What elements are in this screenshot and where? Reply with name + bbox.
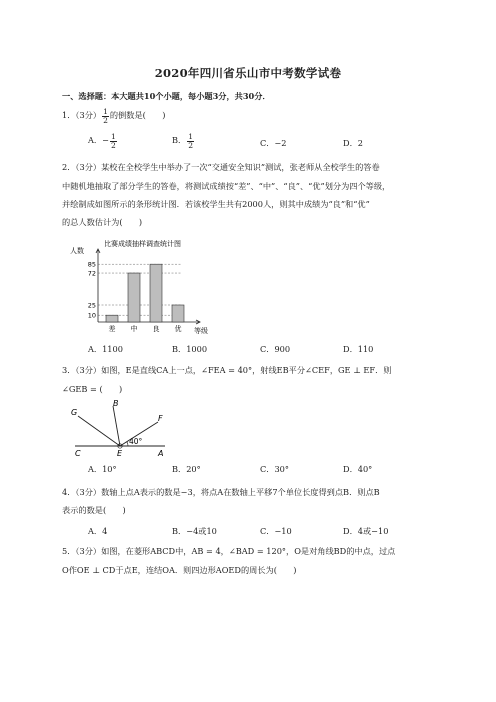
q1-prefix: 1．（3分）: [62, 110, 102, 121]
bar: [106, 315, 118, 322]
q3-line-1: 3．（3分）如图，E是直线CA上一点，∠FEA = 40°，射线EB平分∠CEF，GE ⊥ EF．则: [62, 365, 392, 375]
q3-line-2: ∠GEB = ( ): [62, 384, 123, 394]
page-title: 2020年四川省乐山市中考数学试卷: [154, 66, 342, 80]
x-tick-label: 差: [108, 325, 116, 333]
q4-option-d: D．4或−10: [343, 526, 389, 536]
q1-option-d: D．2: [343, 138, 363, 148]
label-f: F: [158, 414, 163, 423]
q1-opt-b-num: 1: [188, 132, 194, 141]
q2-line-4: 的总人数估计为( ): [62, 217, 143, 227]
x-tick-label: 中: [130, 325, 138, 333]
label-a: A: [158, 449, 164, 458]
y-tick-label: 85: [87, 260, 96, 269]
q4-option-c: C．−10: [260, 526, 292, 536]
chart-title: 比赛成绩抽样调查统计图: [104, 240, 181, 248]
q4-line-1: 4．（3分）数轴上点A表示的数是−3，将点A在数轴上平移7个单位长度得到点B．则点B: [62, 487, 380, 497]
x-tick-label: 优: [174, 325, 182, 333]
q1-option-c: C．−2: [260, 138, 287, 148]
label-b: B: [113, 399, 119, 408]
ray-eg: [78, 416, 120, 446]
q5-line-1: 5．（3分）如图，在菱形ABCD中，AB = 4，∠BAD = 120°，O是对角线BD的中点，过点: [62, 546, 396, 556]
q1-opt-a-sign: −: [102, 135, 109, 146]
chart-xlabel: 等级: [194, 327, 208, 335]
y-tick-label: 25: [87, 301, 96, 310]
question-1: [62, 108, 165, 124]
q1-opt-a-num: 1: [110, 132, 116, 141]
q1-opt-b-label: B．: [172, 135, 187, 146]
ray-eb: [113, 406, 120, 446]
q3-option-b: B．20°: [172, 464, 201, 474]
q3-option-c: C．30°: [260, 464, 289, 474]
section-heading: 一、选择题：本大题共10个小题，每小题3分，共30分．: [62, 91, 271, 101]
q4-option-a: A．4: [88, 526, 108, 536]
angle-label: 40°: [129, 437, 143, 446]
bar-chart: [70, 238, 230, 338]
q4-option-b: B．−4或10: [172, 526, 217, 536]
bar: [172, 305, 184, 322]
q1-frac-den: 2: [103, 115, 108, 125]
q2-option-b: B．1000: [172, 344, 208, 354]
q2-option-c: C．900: [260, 344, 291, 354]
q3-option-d: D．40°: [343, 464, 373, 474]
q1-opt-a-den: 2: [110, 140, 116, 150]
y-tick-label: 10: [87, 311, 96, 320]
q2-line-3: 并绘制成如图所示的条形统计图．若该校学生共有2000人，则其中成绩为“良”和“优”: [62, 199, 370, 209]
q1-opt-b-den: 2: [188, 140, 194, 150]
x-tick-label: 良: [152, 325, 160, 333]
label-e: E: [117, 449, 123, 458]
q5-line-2: O作OE ⊥ CD于点E，连结OA．则四边形AOED的周长为( ): [62, 565, 297, 575]
q1-frac-num: 1: [103, 107, 108, 116]
angle-figure: [70, 398, 180, 458]
label-c: C: [75, 449, 81, 458]
q2-option-a: A．1100: [88, 344, 123, 354]
label-g: G: [71, 408, 78, 417]
angle-arc: [127, 442, 128, 446]
chart-ylabel: 人数: [70, 247, 84, 255]
bar: [150, 264, 162, 322]
q1-suffix: 的倒数是( ): [109, 110, 166, 121]
q3-option-a: A．10°: [88, 464, 117, 474]
q1-option-a: [88, 133, 118, 149]
bar: [128, 273, 140, 322]
q4-line-2: 表示的数是( ): [62, 505, 126, 515]
q1-opt-a-label: A．: [88, 135, 103, 146]
q2-line-2: 中随机地抽取了部分学生的答卷，将测试成绩按“差”、“中”、“良”、“优”划分为四个等级，: [62, 181, 391, 191]
q2-option-d: D．110: [343, 344, 374, 354]
q1-fraction: [102, 108, 109, 124]
q1-option-b: [172, 133, 195, 149]
q2-line-1: 2．（3分）某校在全校学生中举办了一次“交通安全知识”测试，张老师从全校学生的答卷: [62, 162, 380, 172]
y-tick-label: 72: [87, 269, 96, 278]
